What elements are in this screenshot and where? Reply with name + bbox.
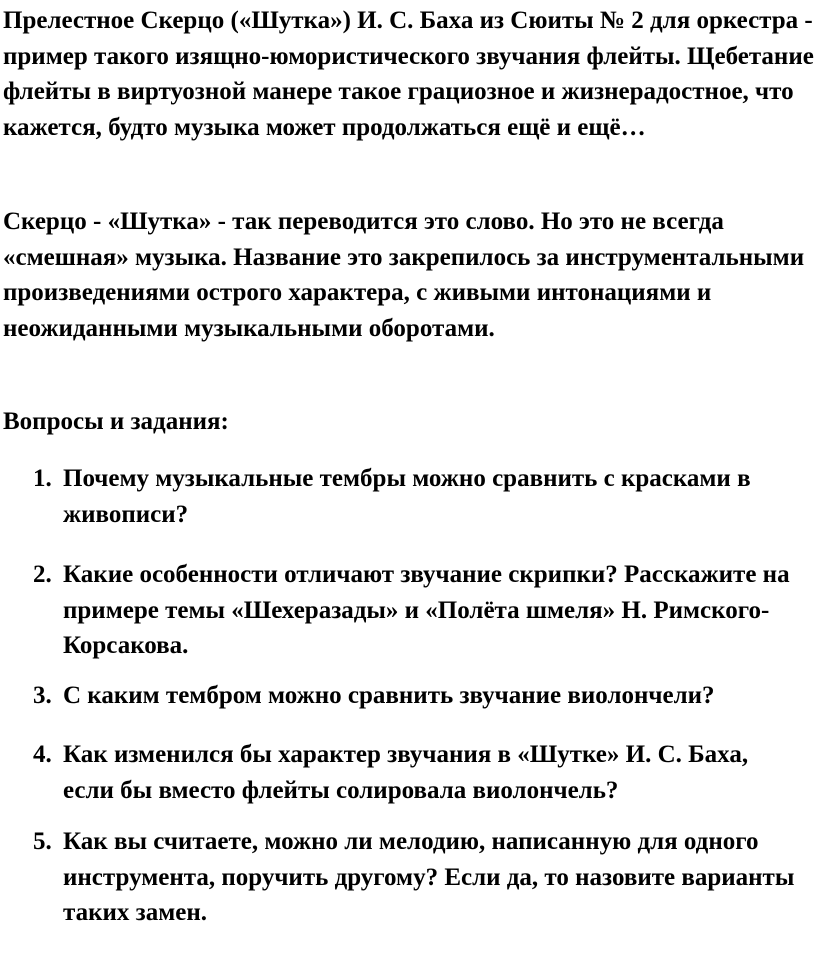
questions-heading: Вопросы и задания: [3,408,229,435]
intro-paragraph-scherzo: Прелестное Скерцо («Шутка») И. С. Баха из Сюиты № 2 для оркестра - пример такого изящно-юмористического звучания флейты. Щебетание флейты в виртуозной манере такое грациозное и жизнерадостное, что кажется, будто музыка может продолжаться ещё и ещё… [3,7,814,141]
question-text: С каким тембром можно сравнить звучание виолончели? [63,682,715,709]
question-number: 3. [33,682,52,709]
scherzo-definition-paragraph: Скерцо - «Шутка» - так переводится это слово. Но это не всегда «смешная» музыка. Название это закрепилось за инструментальными произведениями острого характера, с живыми интонациями и неожиданными музыкальными оборотами. [3,208,805,342]
document-page [3,0,814,953]
question-number: 1. [33,465,52,492]
question-number: 5. [33,828,52,855]
question-text: Какие особенности отличают звучание скрипки? Расскажите на примере темы «Шехеразады» и «Полёта шмеля» Н. Римского-Корсакова. [63,561,790,659]
question-number: 4. [33,741,52,768]
question-number: 2. [33,561,52,588]
question-text: Как вы считаете, можно ли мелодию, написанную для одного инструмента, поручить другому? Если да, то назовите варианты таких замен. [63,828,795,926]
question-text: Как изменился бы характер звучания в «Шутке» И. С. Баха, если бы вместо флейты солировала виолончель? [63,741,749,804]
question-text: Почему музыкальные тембры можно сравнить с красками в живописи? [63,465,751,528]
